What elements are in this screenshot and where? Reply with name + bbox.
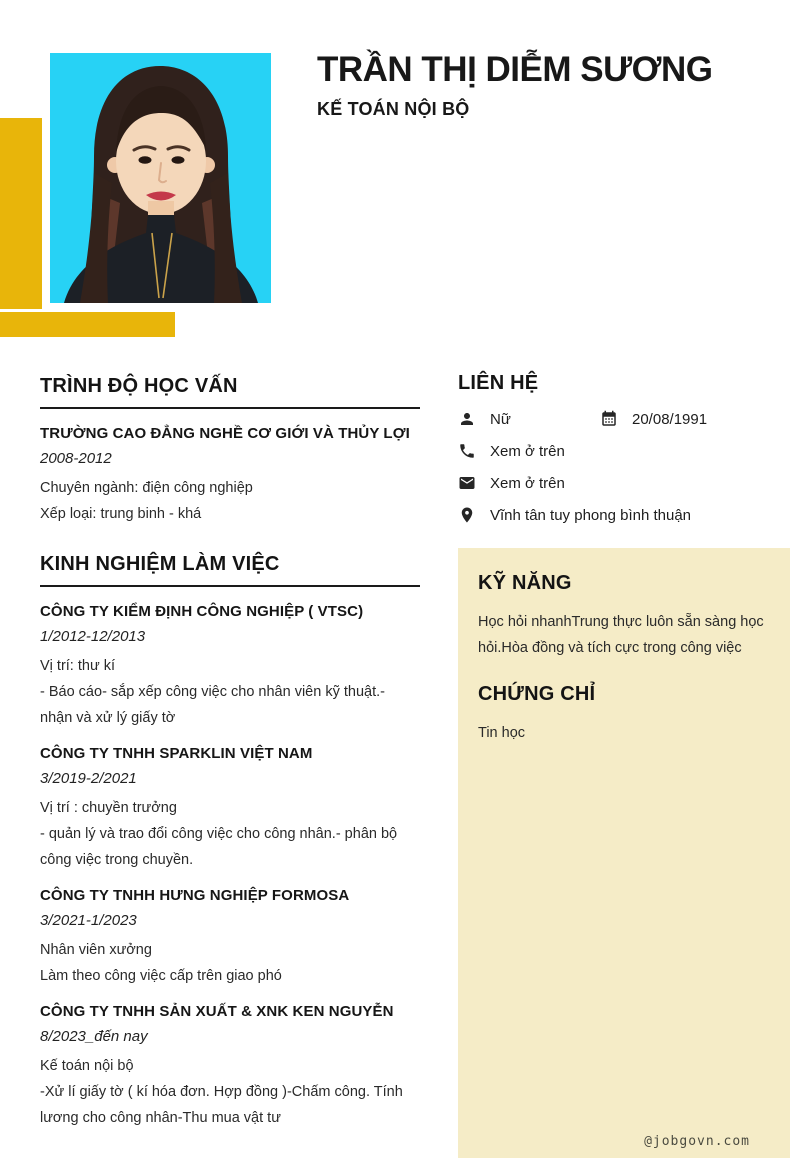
- education-section: [40, 375, 420, 527]
- profile-photo: [50, 53, 271, 303]
- phone-icon: [458, 442, 476, 460]
- job-description: Làm theo công việc cấp trên giao phó: [40, 968, 282, 984]
- education-heading: TRÌNH ĐỘ HỌC VẤN: [40, 375, 420, 409]
- job-company: CÔNG TY KIỂM ĐỊNH CÔNG NGHIỆP ( VTSC): [40, 603, 364, 620]
- candidate-job-title: KẾ TOÁN NỘI BỘ: [317, 99, 470, 120]
- skills-text: Học hỏi nhanhTrung thực luôn sẵn sàng học hỏi.Hòa đồng và tích cực trong công việc: [478, 614, 764, 656]
- yellow-accent-horizontal-bar: [0, 312, 175, 337]
- left-column: [40, 375, 420, 1145]
- contact-row-phone: [458, 442, 790, 460]
- job-description: - Báo cáo- sắp xếp công việc cho nhân viên kỹ thuật.- nhận và xử lý giấy tờ: [40, 684, 385, 726]
- job-position: Vị trí : chuyền trưởng: [40, 800, 177, 816]
- candidate-name: TRẦN THỊ DIỄM SƯƠNG: [317, 50, 713, 89]
- job-entry: [40, 1003, 420, 1131]
- education-period: 2008-2012: [40, 450, 112, 467]
- experience-heading: KINH NGHIỆM LÀM VIỆC: [40, 553, 420, 587]
- job-period: 3/2019-2/2021: [40, 770, 137, 787]
- contact-row-email: [458, 474, 790, 492]
- skills-panel: [458, 548, 790, 1158]
- job-description: - quản lý và trao đổi công việc cho công nhân.- phân bộ công việc trong chuyền.: [40, 826, 398, 868]
- education-major: Chuyên ngành: điện công nghiệp: [40, 480, 253, 496]
- person-icon: [458, 410, 476, 428]
- contact-birthdate: 20/08/1991: [632, 410, 708, 428]
- job-period: 3/2021-1/2023: [40, 912, 137, 929]
- skills-heading: KỸ NĂNG: [478, 572, 572, 594]
- contact-phone: Xem ở trên: [490, 442, 565, 460]
- job-description: -Xử lí giấy tờ ( kí hóa đơn. Hợp đồng )-Chấm công. Tính lương cho công nhân-Thu mua vật tư: [40, 1084, 403, 1126]
- job-entry: [40, 887, 420, 989]
- job-company: CÔNG TY TNHH SPARKLIN VIỆT NAM: [40, 745, 313, 762]
- job-position: Nhân viên xưởng: [40, 942, 152, 958]
- watermark: @jobgovn.com: [644, 1134, 750, 1149]
- job-entry: [40, 603, 420, 731]
- education-grade: Xếp loại: trung binh - khá: [40, 506, 202, 522]
- contact-section: [458, 372, 790, 538]
- contact-email: Xem ở trên: [490, 474, 565, 492]
- job-position: Vị trí: thư kí: [40, 658, 115, 674]
- header: [317, 50, 757, 120]
- education-school: TRƯỜNG CAO ĐẲNG NGHỀ CƠ GIỚI VÀ THỦY LỢI: [40, 425, 410, 442]
- location-icon: [458, 506, 476, 524]
- contact-row-gender-birthdate: [458, 410, 790, 428]
- calendar-icon: [600, 410, 618, 428]
- experience-section: [40, 553, 420, 1131]
- certificates-text: Tin học: [478, 725, 526, 741]
- job-period: 8/2023_đến nay: [40, 1028, 148, 1045]
- job-entry: [40, 745, 420, 873]
- email-icon: [458, 474, 476, 492]
- contact-row-address: [458, 506, 790, 524]
- contact-heading: LIÊN HỆ: [458, 372, 539, 394]
- job-company: CÔNG TY TNHH HƯNG NGHIỆP FORMOSA: [40, 887, 350, 904]
- job-period: 1/2012-12/2013: [40, 628, 146, 645]
- contact-address: Vĩnh tân tuy phong bình thuận: [490, 506, 691, 524]
- job-position: Kế toán nội bộ: [40, 1058, 134, 1074]
- job-company: CÔNG TY TNHH SẢN XUẤT & XNK KEN NGUYỄN: [40, 1003, 394, 1020]
- contact-gender: Nữ: [490, 410, 511, 428]
- certificates-heading: CHỨNG CHỈ: [478, 683, 596, 705]
- yellow-accent-vertical-bar: [0, 118, 42, 309]
